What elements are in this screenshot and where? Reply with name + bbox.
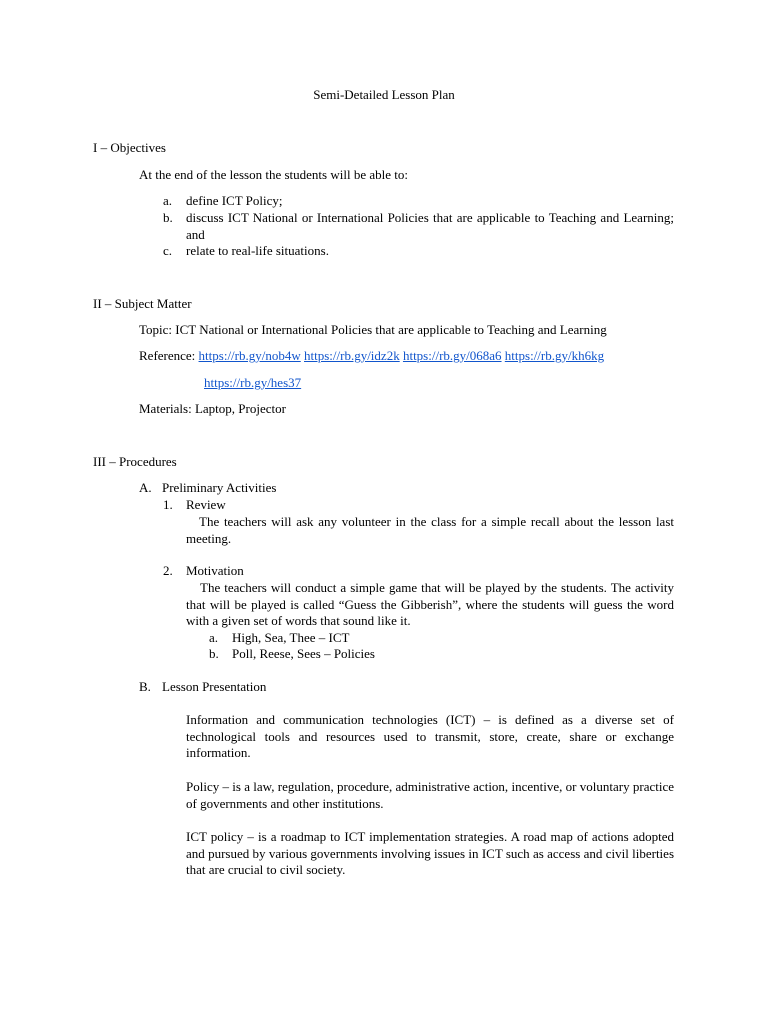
section-a-title: Preliminary Activities bbox=[162, 480, 277, 495]
objective-item-a: define ICT Policy; bbox=[186, 193, 283, 208]
procedures-heading: III – Procedures bbox=[93, 454, 177, 469]
reference-link-4[interactable]: https://rb.gy/kh6kg bbox=[504, 348, 605, 363]
reference-line bbox=[139, 348, 604, 365]
objective-marker-c: c. bbox=[163, 243, 173, 258]
subject-materials: Materials: Laptop, Projector bbox=[139, 401, 286, 416]
game-item-b: Poll, Reese, Sees – Policies bbox=[232, 646, 375, 661]
review-title: Review bbox=[186, 497, 226, 512]
subject-topic: Topic: ICT National or International Policies that are applicable to Teaching and Learning bbox=[139, 322, 607, 337]
reference-label: Reference: bbox=[139, 348, 196, 363]
ict-policy-definition: ICT policy – is a roadmap to ICT implementation strategies. A road map of actions adopted and pursued by various governments involving issues in ICT such as access and civil liberties that are crucial to civil society. bbox=[186, 829, 674, 877]
reference-link-1[interactable]: https://rb.gy/nob4w bbox=[198, 348, 301, 363]
game-item-a: High, Sea, Thee – ICT bbox=[232, 630, 350, 645]
objective-item-b: discuss ICT National or International Policies that are applicable to Teaching and Learning; and bbox=[186, 210, 674, 242]
objective-item-c: relate to real-life situations. bbox=[186, 243, 329, 258]
motivation-marker: 2. bbox=[163, 563, 173, 578]
reference-link-2[interactable]: https://rb.gy/idz2k bbox=[304, 348, 400, 363]
ict-definition: Information and communication technologies (ICT) – is defined as a diverse set of technological tools and resources used to transmit, store, create, share or exchange information. bbox=[186, 712, 674, 760]
objectives-intro: At the end of the lesson the students will be able to: bbox=[139, 167, 408, 182]
game-marker-b: b. bbox=[209, 646, 219, 661]
subject-heading: II – Subject Matter bbox=[93, 296, 192, 311]
objectives-heading: I – Objectives bbox=[93, 140, 166, 155]
objective-marker-a: a. bbox=[163, 193, 173, 208]
objective-marker-b: b. bbox=[163, 210, 173, 225]
section-b-marker: B. bbox=[139, 679, 151, 694]
page-title: Semi-Detailed Lesson Plan bbox=[313, 87, 455, 102]
reference-link-3[interactable]: https://rb.gy/068a6 bbox=[402, 348, 502, 363]
review-text: The teachers will ask any volunteer in the class for a simple recall about the lesson last meeting. bbox=[186, 514, 674, 546]
game-marker-a: a. bbox=[209, 630, 219, 645]
review-marker: 1. bbox=[163, 497, 173, 512]
section-b-title: Lesson Presentation bbox=[162, 679, 267, 694]
section-a-marker: A. bbox=[139, 480, 152, 495]
motivation-text: The teachers will conduct a simple game that will be played by the students. The activity that will be played is called “Guess the Gibberish”, where the students will guess the word with a given set of words that sound like it. bbox=[186, 580, 674, 628]
reference-link-5[interactable]: https://rb.gy/hes37 bbox=[204, 375, 302, 390]
motivation-title: Motivation bbox=[186, 563, 244, 578]
policy-definition: Policy – is a law, regulation, procedure, administrative action, incentive, or voluntary practice of governments and other institutions. bbox=[186, 779, 674, 811]
